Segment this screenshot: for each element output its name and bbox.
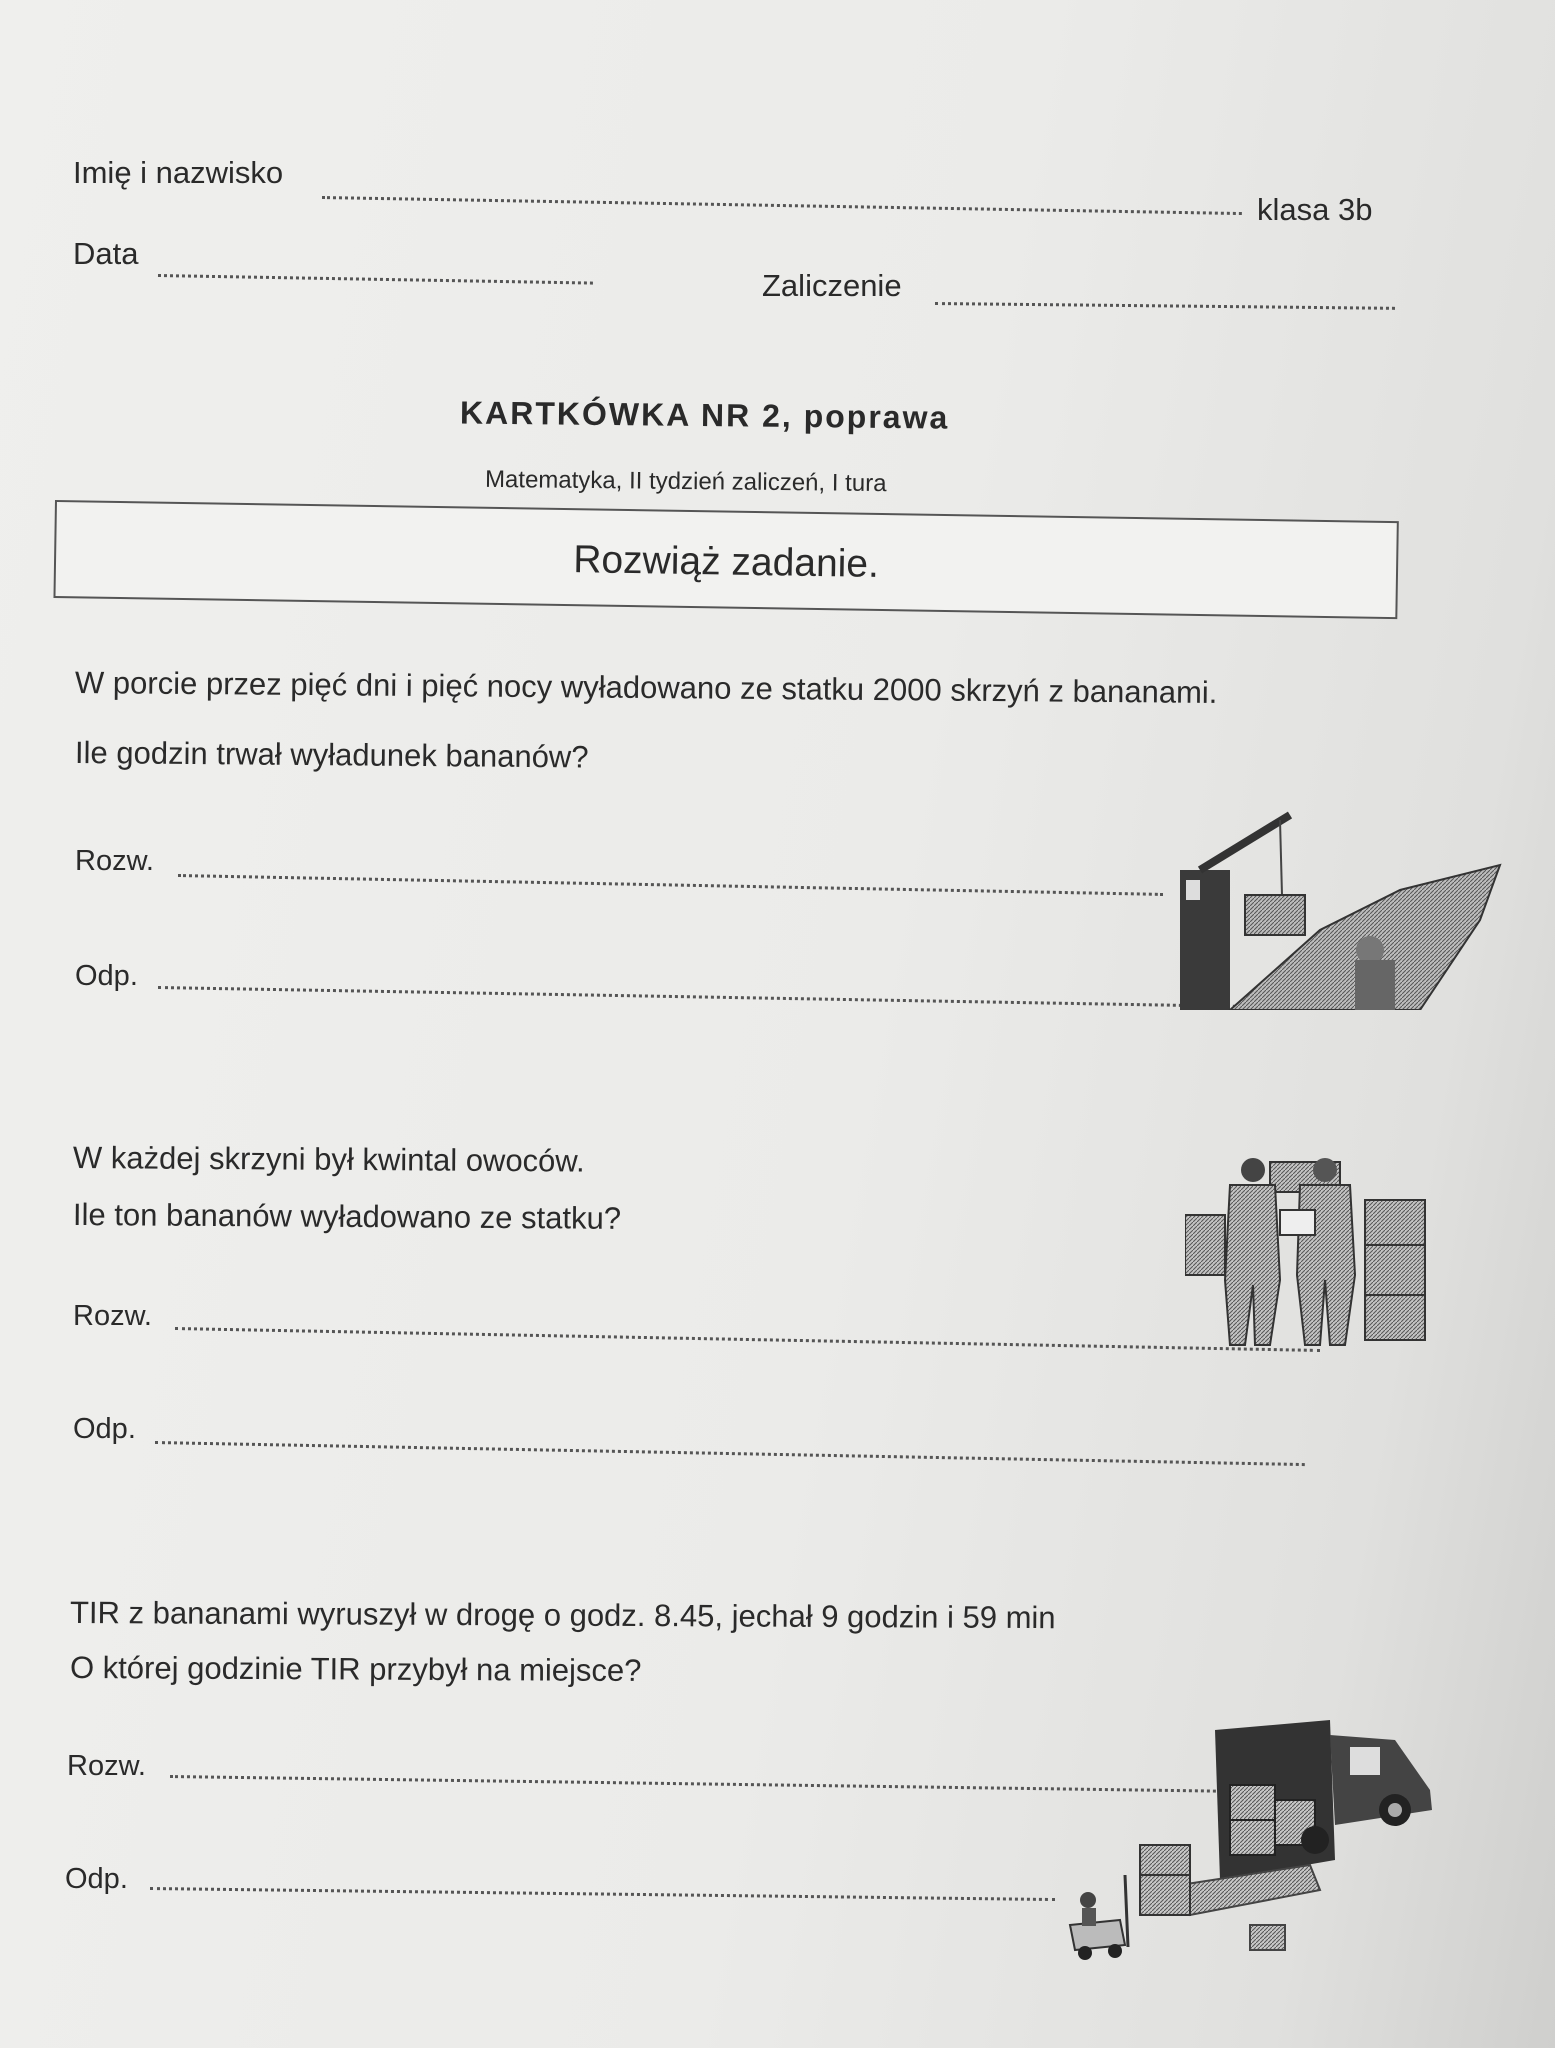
instruction-text: Rozwiąż zadanie.	[572, 538, 880, 586]
task-3-line1: TIR z bananami wyruszył w drogę o godz. 8.45, jechał 9 godzin i 59 min	[69, 1595, 1056, 1636]
task-2-line1: W każdej skrzyni był kwintal owoców.	[72, 1140, 585, 1179]
task-3-line2: O której godzinie TIR przybył na miejsce?	[69, 1650, 642, 1688]
class-label: klasa 3b	[1257, 192, 1373, 227]
task-2-solution-field[interactable]	[175, 1327, 1320, 1352]
task-3-solution-label: Rozw.	[67, 1750, 146, 1782]
instruction-box	[53, 500, 1398, 619]
date-label: Data	[73, 236, 139, 271]
ship-unloading-icon	[1170, 810, 1510, 1010]
pass-label: Zaliczenie	[762, 268, 902, 303]
page-subtitle: Matematyka, II tydzień zaliczeń, I tura	[484, 465, 887, 498]
pass-field[interactable]	[935, 302, 1395, 310]
task-1-line2: Ile godzin trwał wyładunek bananów?	[74, 735, 589, 775]
name-label: Imię i nazwisko	[73, 155, 284, 190]
task-1-solution-field[interactable]	[178, 874, 1163, 896]
task-3-answer-field[interactable]	[150, 1887, 1055, 1901]
task-2-line2: Ile ton bananów wyładowano ze statku?	[72, 1197, 622, 1236]
task-2-solution-label: Rozw.	[73, 1300, 152, 1332]
task-1-answer-label: Odp.	[75, 960, 138, 992]
task-2-answer-field[interactable]	[155, 1441, 1305, 1466]
truck-forklift-icon	[1060, 1715, 1445, 1960]
task-1-line1: W porcie przez pięć dni i pięć nocy wyładowano ze statku 2000 skrzyń z bananami.	[74, 665, 1218, 710]
workers-crates-icon	[1185, 1150, 1430, 1350]
name-field[interactable]	[322, 196, 1242, 215]
task-2-answer-label: Odp.	[73, 1413, 136, 1445]
task-1-solution-label: Rozw.	[75, 845, 154, 877]
task-1-answer-field[interactable]	[158, 986, 1333, 1010]
date-field[interactable]	[158, 274, 593, 285]
task-3-answer-label: Odp.	[65, 1863, 128, 1895]
page-title: KARTKÓWKA NR 2, poprawa	[459, 394, 950, 436]
